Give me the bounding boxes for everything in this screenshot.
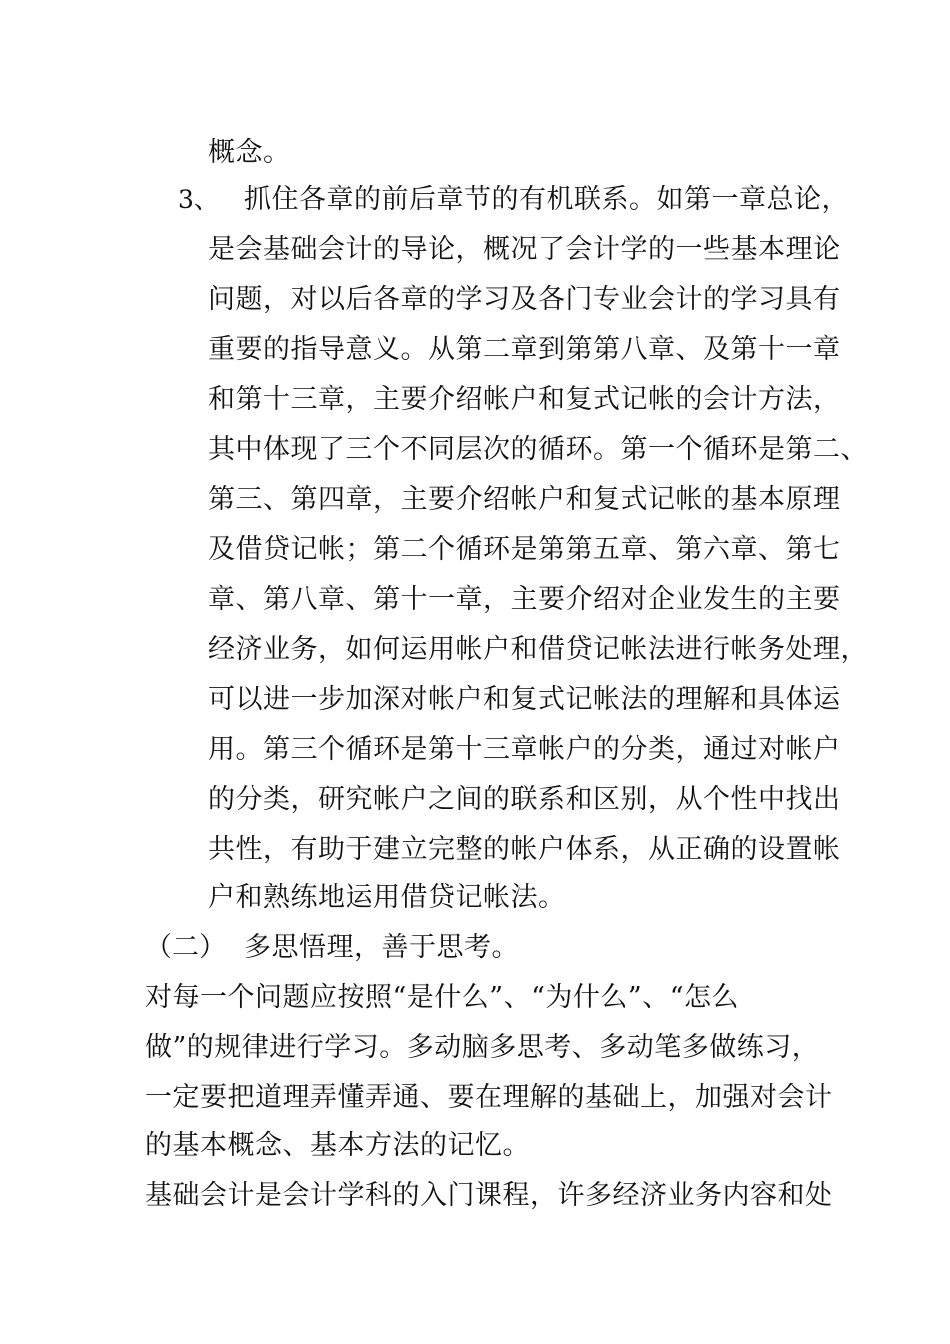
continuation-line: 概念。 bbox=[208, 137, 291, 168]
section-2-marker: （二） bbox=[145, 932, 226, 963]
paragraph-line: 做”的规律进行学习。多动脑多思考、多动笔多做练习， bbox=[145, 1032, 820, 1063]
item-3-line: 和第十三章，主要介绍帐户和复式记帐的会计方法， bbox=[208, 384, 841, 415]
item-3-line: 问题，对以后各章的学习及各门专业会计的学习具有 bbox=[208, 284, 841, 315]
item-3-line: 的分类，研究帐户之间的联系和区别，从个性中找出 bbox=[208, 784, 841, 815]
item-3-line: 经济业务，如何运用帐户和借贷记帐法进行帐务处理， bbox=[208, 634, 868, 665]
paragraph-line: 对每一个问题应按照“是什么”、“为什么”、“怎么 bbox=[145, 982, 740, 1013]
paragraph-line: 基础会计是会计学科的入门课程，许多经济业务内容和处 bbox=[145, 1180, 833, 1211]
section-2-heading: 多思悟理，善于思考。 bbox=[244, 932, 519, 963]
item-3-marker: 3、 bbox=[178, 185, 219, 214]
item-3-line: 章、第八章、第十一章，主要介绍对企业发生的主要 bbox=[208, 584, 841, 615]
item-3-line: 第三、第四章，主要介绍帐户和复式记帐的基本原理 bbox=[208, 484, 841, 515]
paragraph-line: 一定要把道理弄懂弄通、要在理解的基础上，加强对会计 bbox=[145, 1082, 833, 1113]
item-3-line: 可以进一步加深对帐户和复式记帐法的理解和具体运 bbox=[208, 684, 841, 715]
item-3-line: 是会基础会计的导论，概况了会计学的一些基本理论 bbox=[208, 234, 841, 265]
item-3-line: 重要的指导意义。从第二章到第第八章、及第十一章 bbox=[208, 334, 841, 365]
item-3-line: 用。第三个循环是第十三章帐户的分类，通过对帐户 bbox=[208, 734, 841, 765]
item-3-line: 户和熟练地运用借贷记帐法。 bbox=[208, 882, 566, 913]
item-3-line: 及借贷记帐；第二个循环是第第五章、第六章、第七 bbox=[208, 534, 841, 565]
item-3-line: 其中体现了三个不同层次的循环。第一个循环是第二、 bbox=[208, 434, 868, 465]
paragraph-line: 的基本概念、基本方法的记忆。 bbox=[145, 1130, 530, 1161]
item-3-line: 抓住各章的前后章节的有机联系。如第一章总论， bbox=[244, 184, 849, 215]
item-3-line: 共性，有助于建立完整的帐户体系，从正确的设置帐 bbox=[208, 834, 841, 865]
